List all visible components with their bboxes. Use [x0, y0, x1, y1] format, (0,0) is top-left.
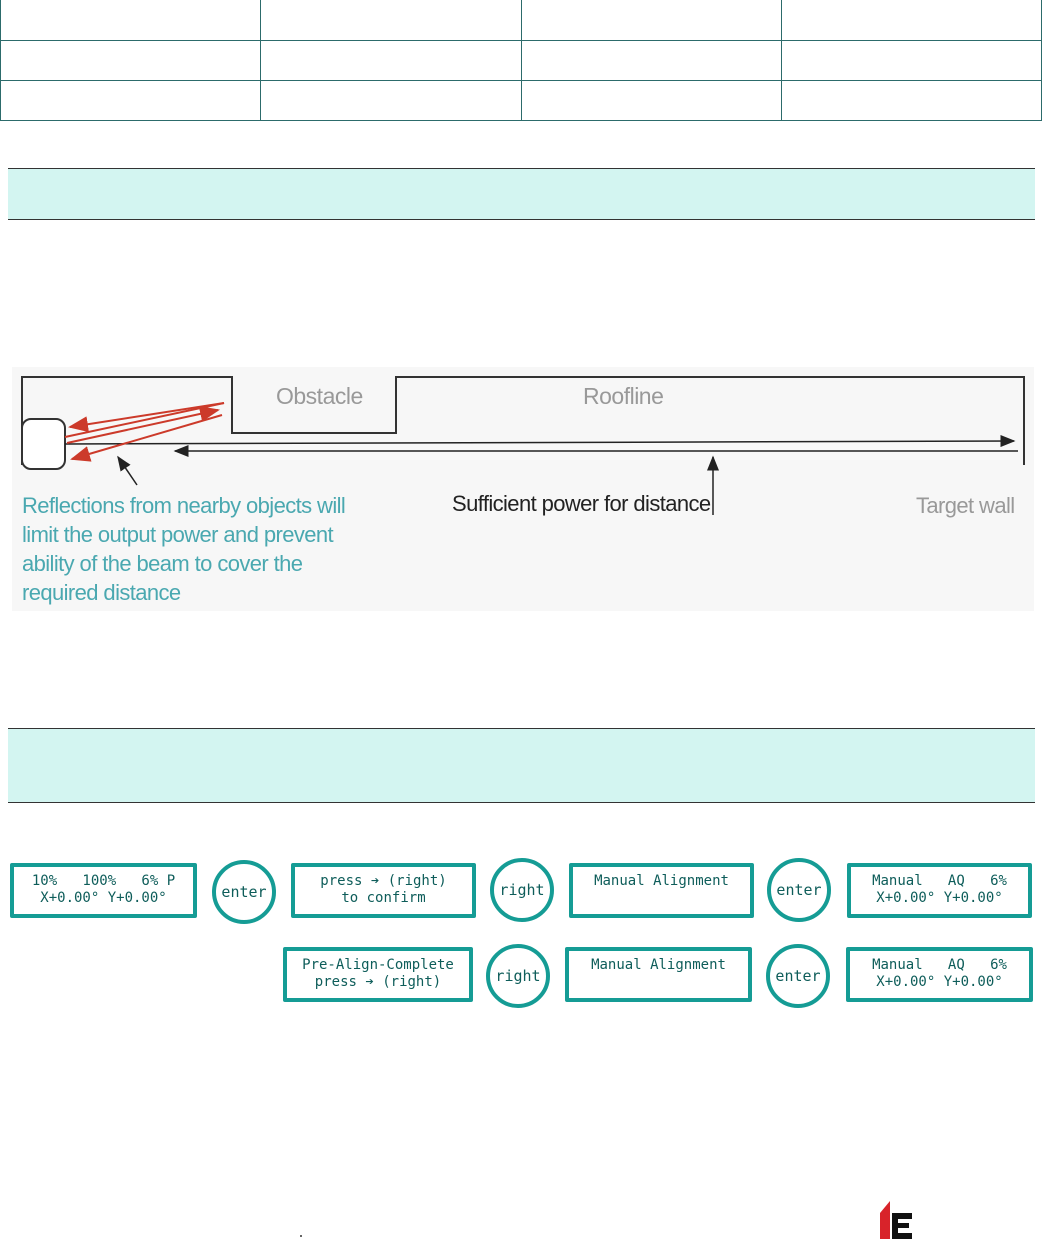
obstacle-label: Obstacle: [276, 383, 363, 409]
section-band-2: [8, 728, 1035, 803]
lcd-display-manual-alignment: Manual Alignment: [565, 947, 752, 1002]
header-table: [0, 0, 1042, 121]
reflection-pointer-arrow: [118, 457, 137, 485]
footer-dot: [300, 1235, 302, 1237]
reflection-arrow: [65, 403, 224, 437]
roofline-label: Roofline: [583, 383, 664, 409]
table-row: [1, 0, 1042, 41]
enter-button[interactable]: enter: [766, 944, 830, 1008]
lcd-display-manual-aq: Manual AQ 6% X+0.00° Y+0.00°: [846, 947, 1033, 1002]
lcd-display-status: 10% 100% 6% P X+0.00° Y+0.00°: [10, 863, 197, 918]
right-button[interactable]: right: [490, 858, 554, 922]
brand-logo-icon: [878, 1199, 914, 1239]
enter-button[interactable]: enter: [767, 858, 831, 922]
detector-box: [22, 419, 65, 469]
sufficient-power-label: Sufficient power for distance: [452, 491, 711, 516]
enter-button[interactable]: enter: [212, 860, 276, 924]
lcd-display-pre-align-complete: Pre-Align-Complete press ➔ (right): [283, 947, 473, 1002]
right-button[interactable]: right: [486, 944, 550, 1008]
lcd-display-manual-alignment: Manual Alignment: [569, 863, 754, 918]
lcd-display-manual-aq: Manual AQ 6% X+0.00° Y+0.00°: [847, 863, 1032, 918]
outgoing-beam: [65, 441, 1014, 444]
target-wall-label: Target wall: [916, 493, 1015, 518]
reflections-caption: Reflections from nearby objects will limit the output power and prevent ability of the beam to cover the required distance: [22, 493, 346, 605]
table-row: [1, 81, 1042, 121]
lcd-display-confirm: press ➔ (right) to confirm: [291, 863, 476, 918]
section-band-1: [8, 168, 1035, 220]
beam-path-diagram: [12, 367, 1034, 611]
reflection-arrow: [70, 403, 224, 427]
table-row: [1, 41, 1042, 81]
